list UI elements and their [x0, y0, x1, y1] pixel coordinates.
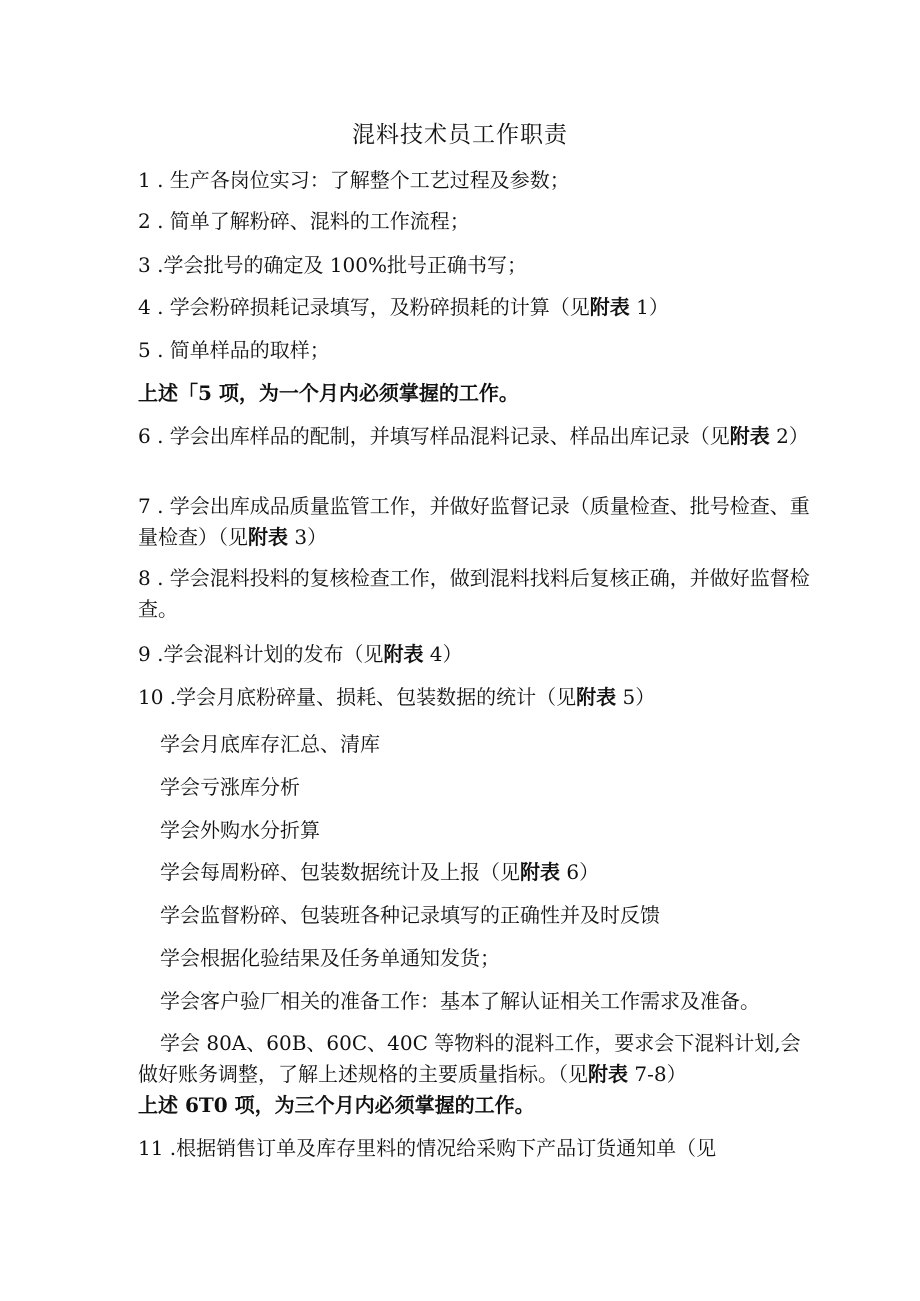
- item-8: 8 . 学会混料投料的复核检查工作，做到混料找料后复核正确，并做好监督检查。: [138, 566, 810, 621]
- summary-three-months: 上述 6T0 项，为三个月内必须掌握的工作。: [138, 1093, 535, 1117]
- item-4-text: 4 . 学会粉碎损耗记录填写，及粉碎损耗的计算（见: [138, 295, 590, 319]
- sub-item-inventory-summary: 学会月底库存汇总、清库: [160, 732, 380, 756]
- item-9-end: 4）: [423, 642, 463, 666]
- item-6-end: 2）: [769, 424, 809, 448]
- item-7-text: 7 . 学会出库成品质量监管工作，并做好监督记录（质量检查、批号检查、重量检查）（见: [138, 494, 810, 549]
- sub-item-weekly-stats-text: 学会每周粉碎、包装数据统计及上报（见: [160, 860, 520, 884]
- sub-item-moisture-conversion: 学会外购水分折算: [160, 818, 320, 842]
- sub-item-inventory-analysis: 学会亏涨库分析: [160, 775, 300, 799]
- item-6: [138, 421, 818, 452]
- sub-item-mixing-work-appendix-ref: 附表: [588, 1062, 628, 1086]
- item-9-text: 9 .学会混料计划的发布（见: [138, 642, 384, 666]
- sub-item-weekly-stats-end: 6）: [560, 860, 600, 884]
- item-10: [138, 682, 818, 713]
- item-7: [138, 491, 818, 553]
- item-5: 5 . 简单样品的取样；: [138, 338, 330, 362]
- item-11: 11 .根据销售订单及库存里料的情况给采购下产品订货通知单（见: [138, 1136, 717, 1160]
- item-6-text: 6 . 学会出库样品的配制，并填写样品混料记录、样品出库记录（见: [138, 424, 730, 448]
- item-9-appendix-ref: 附表: [383, 642, 424, 666]
- item-4: [138, 292, 818, 323]
- item-3: 3 .学会批号的确定及 100%批号正确书写；: [138, 253, 527, 277]
- sub-item-weekly-stats-appendix-ref: 附表: [520, 860, 560, 884]
- item-9: [138, 639, 818, 670]
- item-2: 2 . 简单了解粉碎、混料的工作流程；: [138, 209, 470, 233]
- item-10-appendix-ref: 附表: [576, 685, 617, 709]
- item-7-appendix-ref: 附表: [248, 525, 288, 549]
- summary-first-month: 上述「5 项，为一个月内必须掌握的工作。: [138, 381, 519, 405]
- item-6-appendix-ref: 附表: [729, 424, 770, 448]
- item-1: 1 . 生产各岗位实习：了解整个工艺过程及参数；: [138, 168, 570, 192]
- sub-item-supervision: 学会监督粉碎、包装班各种记录填写的正确性并及时反馈: [160, 903, 660, 927]
- document-title: 混料技术员工作职责: [352, 122, 568, 148]
- sub-item-weekly-stats: [160, 857, 840, 888]
- sub-item-mixing-work-end: 7-8）: [628, 1062, 687, 1086]
- item-10-end: 5）: [616, 685, 656, 709]
- sub-item-mixing-work-text: 学会 80A、60B、60C、40C 等物料的混料工作，要求会下混料计划,会做好账务调整，了解上述规格的主要质量指标。（见: [138, 1031, 801, 1086]
- sub-item-shipping: 学会根据化验结果及任务单通知发货；: [160, 946, 500, 970]
- sub-item-customer-audit: 学会客户验厂相关的准备工作：基本了解认证相关工作需求及准备。: [160, 989, 760, 1013]
- item-7-end: 3）: [288, 525, 328, 549]
- item-4-end: 1）: [629, 295, 669, 319]
- sub-item-mixing-work: [138, 1028, 808, 1090]
- item-10-text: 10 .学会月底粉碎量、损耗、包装数据的统计（见: [138, 685, 577, 709]
- item-4-appendix-ref: 附表: [589, 295, 630, 319]
